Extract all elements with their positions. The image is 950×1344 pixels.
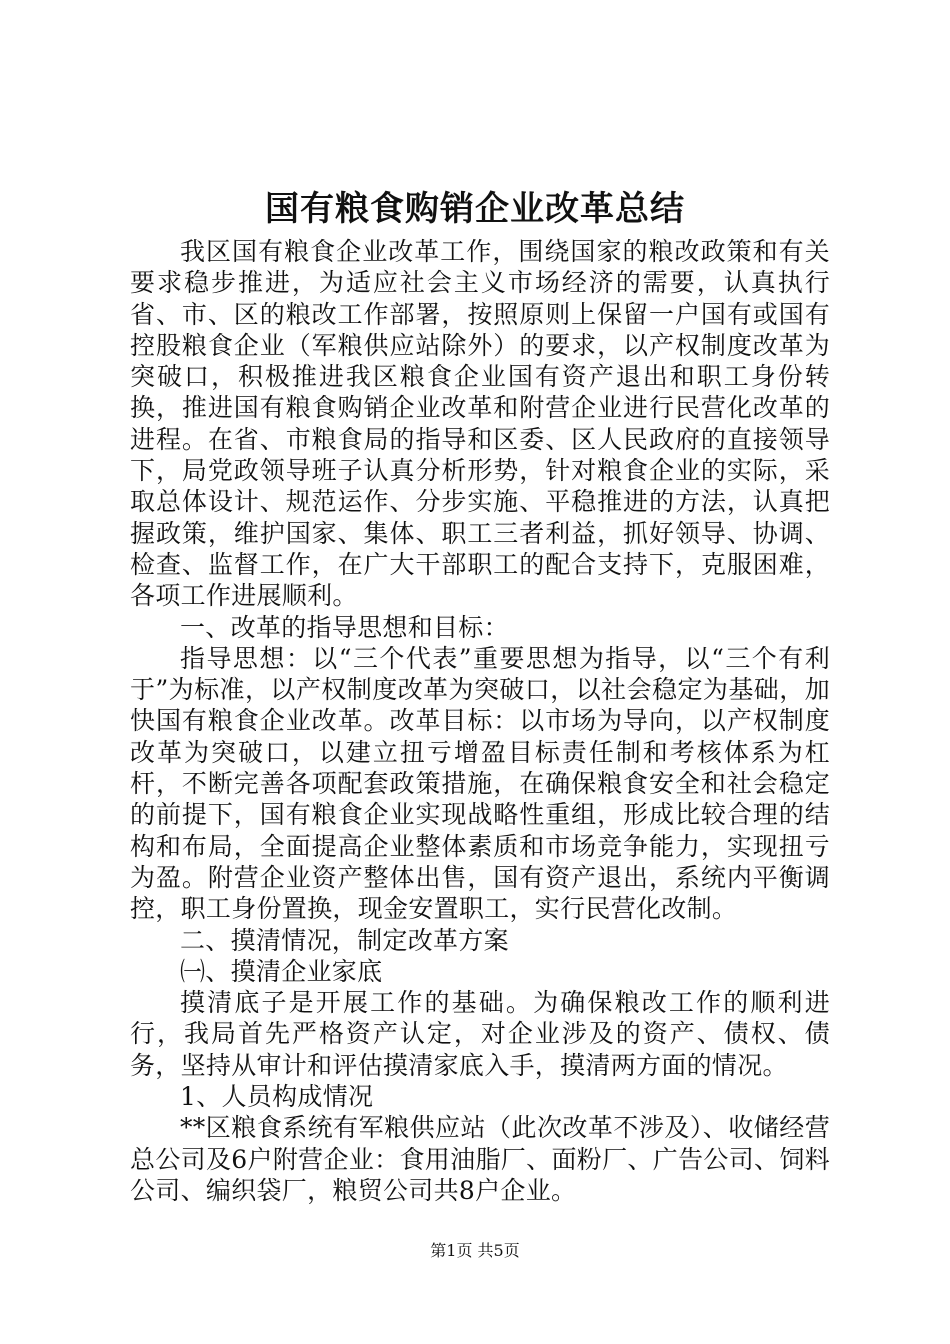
document-body [130,236,830,1206]
page-footer: 第1页 共5页 [430,1241,520,1260]
section-heading-2: 二、摸清情况，制定改革方案 [180,925,509,955]
document-title: 国有粮食购销企业改革总结 [265,189,685,229]
subsection-heading-1: ㈠、摸清企业家底 [180,956,383,986]
item-heading-1: 1、人员构成情况 [180,1082,374,1112]
paragraph-enterprises: **区粮食系统有军粮供应站（此次改革不涉及）、收储经营总公司及6户附营企业：食用油脂厂、面粉厂、广告公司、饲料公司、编织袋厂，粮贸公司共8户企业。 [130,1113,830,1205]
paragraph-assets: 摸清底子是开展工作的基础。为确保粮改工作的顺利进行，我局首先严格资产认定，对企业涉及的资产、债权、债务，坚持从审计和评估摸清家底入手，摸清两方面的情况。 [130,988,830,1080]
paragraph-intro: 我区国有粮食企业改革工作，围绕国家的粮改政策和有关要求稳步推进，为适应社会主义市场经济的需要，认真执行省、市、区的粮改工作部署，按照原则上保留一户国有或国有控股粮食企业（军粮供应站除外）的要求，以产权制度改革为突破口，积极推进我区粮食企业国有资产退出和职工身份转换，推进国有粮食购销企业改革和附营企业进行民营化改革的进程。在省、市粮食局的指导和区委、区人民政府的直接领导下，局党政领导班子认真分析形势，针对粮食企业的实际，采取总体设计、规范运作、分步实施、平稳推进的方法，认真把握政策，维护国家、集体、职工三者利益，抓好领导、协调、检查、监督工作，在广大干部职工的配合支持下，克服困难，各项工作进展顺利。 [130,237,830,611]
section-heading-1: 一、改革的指导思想和目标： [180,612,509,642]
paragraph-guiding-thought: 指导思想：以“三个代表”重要思想为指导，以“三个有利于”为标准，以产权制度改革为突破口，以社会稳定为基础，加快国有粮食企业改革。改革目标：以市场为导向，以产权制度改革为突破口，以建立扭亏增盈目标责任制和考核体系为杠杆，不断完善各项配套政策措施，在确保粮食安全和社会稳定的前提下，国有粮食企业实现战略性重组，形成比较合理的结构和布局，全面提高企业整体素质和市场竞争能力，实现扭亏为盈。附营企业资产整体出售，国有资产退出，系统内平衡调控，职工身份置换，现金安置职工，实行民营化改制。 [130,643,830,924]
